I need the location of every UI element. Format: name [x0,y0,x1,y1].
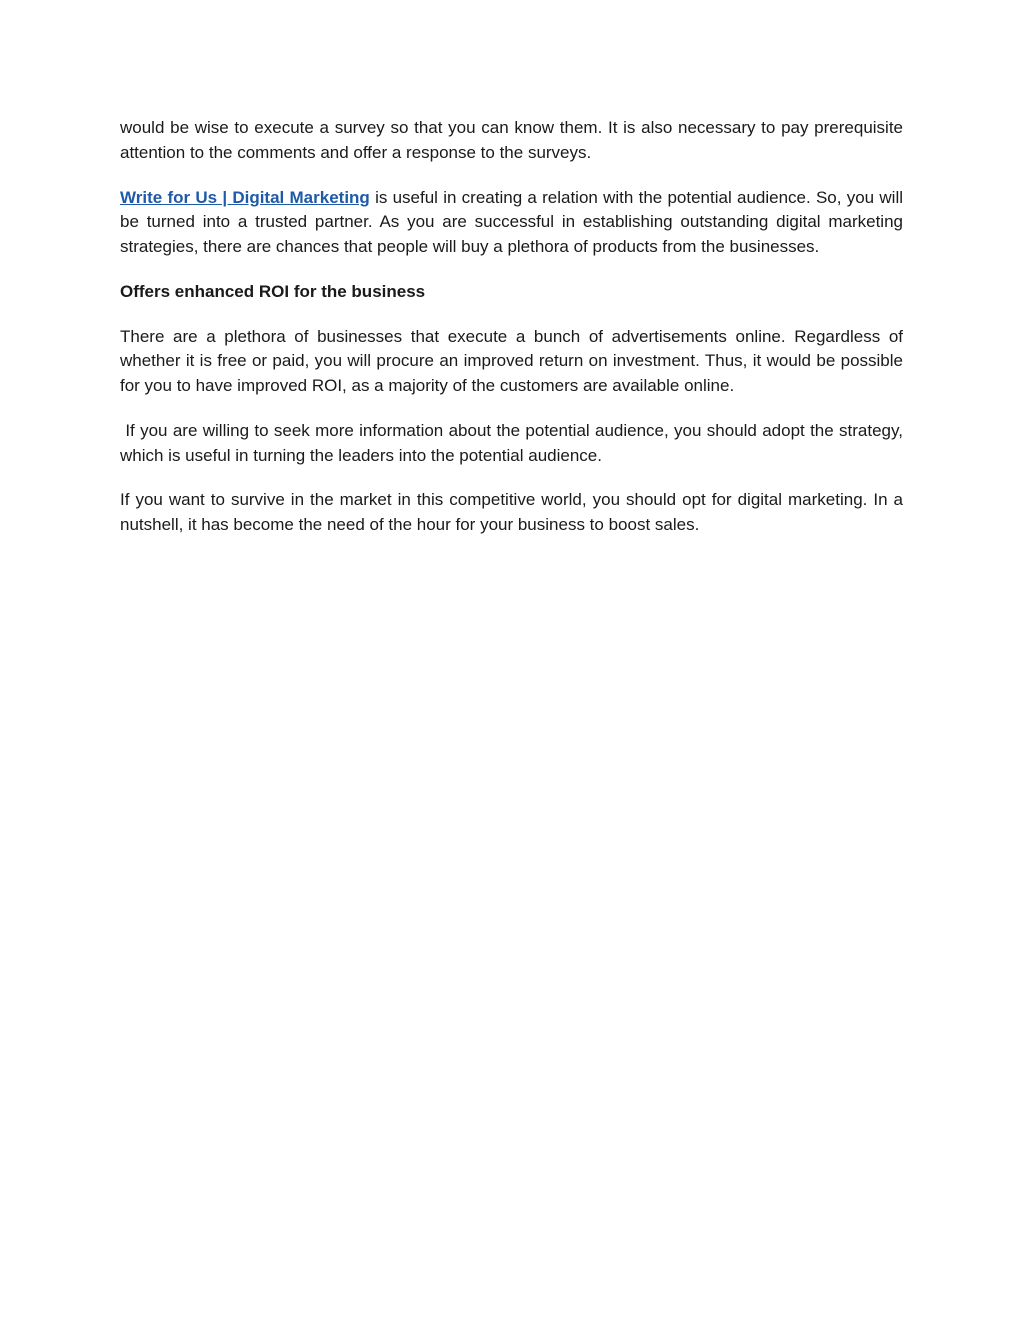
paragraph-audience-strategy: If you are willing to seek more information about the potential audience, you should adopt the strategy, which is useful in turning the leaders into the potential audience. [120,420,908,465]
paragraph-survive-market: If you want to survive in the market in this competitive world, you should opt for digital marketing. In a nutshell, it has become the need of the hour for your business to boost sales. [120,490,903,535]
write-for-us-link[interactable]: Write for Us | Digital Marketing [120,187,370,207]
document-body [120,116,908,558]
section-heading-roi: Offers enhanced ROI for the business [120,281,426,301]
paragraph-write-for-us-text: is useful in creating a relation with the potential audience. So, you will be turned into a trusted partner. As you are successful in establishing outstanding digital marketing strategies, there are chances that people will buy a plethora of products from the businesses. [120,187,903,256]
paragraph-survey: would be wise to execute a survey so that you can know them. It is also necessary to pay prerequisite attention to the comments and offer a response to the surveys. [120,118,903,162]
paragraph-write-for-us [120,186,903,260]
paragraph-roi: There are a plethora of businesses that execute a bunch of advertisements online. Regardless of whether it is free or paid, you will procure an improved return on investment. Thus, it would be possible for you to have improved ROI, as a majority of the customers are available online. [120,326,903,395]
